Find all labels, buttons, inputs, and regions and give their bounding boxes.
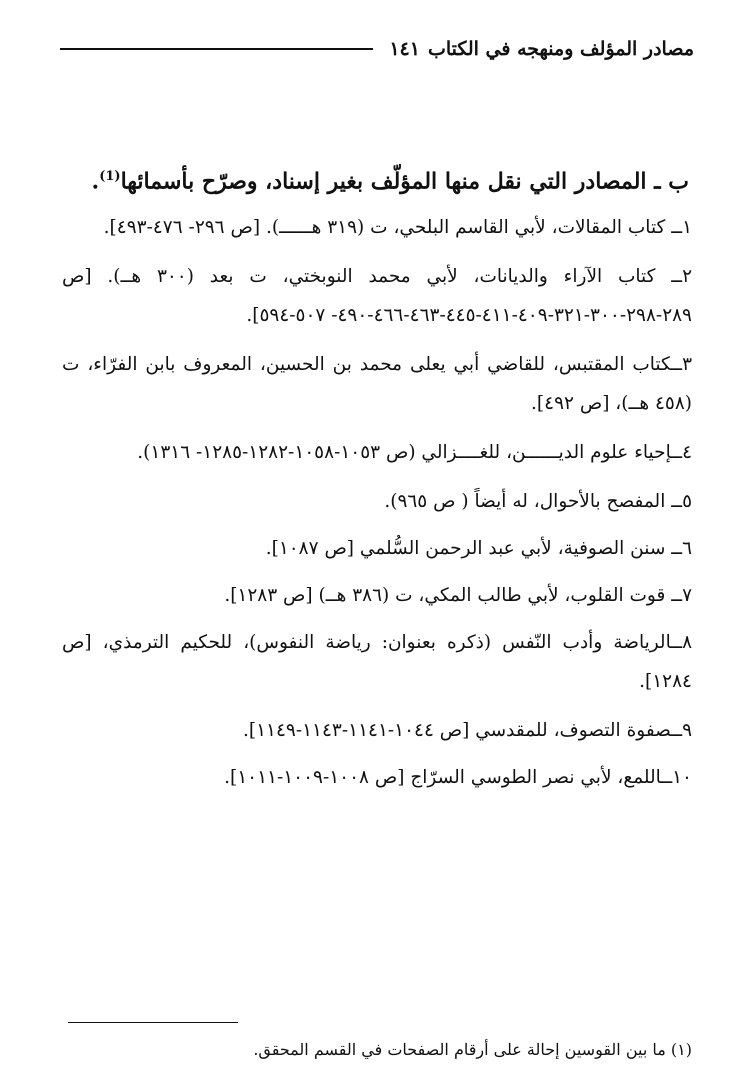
- list-item: ٧ــ قوت القلوب، لأبي طالب المكي، ت (٣٨٦ هــ) [ص ١٢٨٣].: [224, 585, 692, 606]
- running-head-title: مصادر المؤلف ومنهجه في الكتاب: [427, 38, 694, 60]
- list-item: ٦ــ سنن الصوفية، لأبي عبد الرحمن السُّلمي [ص ١٠٨٧].: [265, 538, 692, 559]
- list-item: ٣ــكتاب المقتبس، للقاضي أبي يعلى محمد بن الحسين، المعروف بابن الفرّاء، ت (٤٥٨ هــ)، [ص ٤٩٢].: [62, 354, 692, 414]
- section-heading: ب ـ المصادر التي نقل منها المؤلّف بغير إسناد، وصرّح بأسمائها$^{(1)}$.: [91, 168, 689, 195]
- header-rule: [60, 48, 373, 50]
- list-item: ٨ــالرياضة وأدب النّفس (ذكره بعنوان: رياضة النفوس)، للحكيم الترمذي، [ص ١٢٨٤].: [62, 632, 692, 692]
- footnote-marker: (1): [99, 169, 121, 184]
- footnote: (١) ما بين القوسين إحالة على أرقام الصفحات في القسم المحقق.: [253, 1040, 692, 1059]
- list-item: ١٠ــاللمع، لأبي نصر الطوسي السرّاج [ص ١٠٠٨-١٠٠٩-١٠١١].: [224, 767, 692, 788]
- section-heading-text: ب ـ المصادر التي نقل منها المؤلّف بغير إسناد، وصرّح بأسمائها: [120, 168, 689, 195]
- footnote-separator: [68, 1022, 238, 1023]
- sources-list: [62, 208, 692, 805]
- list-item: ٥ــ المفصح بالأحوال، له أيضاً ( ص ٩٦٥).: [384, 491, 692, 512]
- list-item: ٩ــصفوة التصوف، للمقدسي [ص ١٠٤٤-١١٤١-١١٤٣-١١٤٩].: [243, 720, 692, 741]
- running-head: [60, 34, 694, 64]
- list-item: ١ــ كتاب المقالات، لأبي القاسم البلحي، ت (٣١٩ هــــــ). [ص ٢٩٦- ٤٧٦-٤٩٣].: [103, 217, 692, 238]
- list-item: ٢ــ كتاب الآراء والديانات، لأبي محمد النوبختي، ت بعد (٣٠٠ هــ). [ص ٢٨٩-٢٩٨-٣٠٠-٣٢١-٤٠٩-٤١١-٤٤٥-٤٦٣-٤٦٦-٤٩٠- ٥٠٧-٥٩٤].: [62, 266, 693, 326]
- list-item: ٤ــإحياء علوم الديــــــن، للغــــزالي (ص ١٠٥٣-١٠٥٨-١٢٨٢-١٢٨٥- ١٣١٦).: [137, 442, 692, 463]
- page-number: ١٤١: [389, 38, 420, 60]
